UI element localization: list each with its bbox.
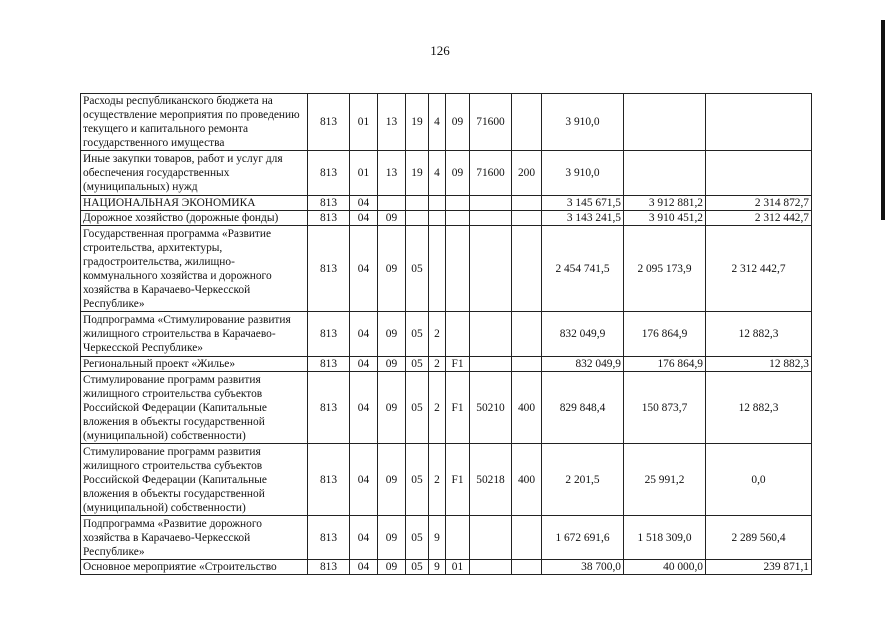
amount-year-1: 3 910,0 bbox=[542, 94, 624, 151]
code-subsection: 09 bbox=[378, 226, 406, 312]
code-program: 05 bbox=[406, 560, 429, 575]
code-measure: F1 bbox=[446, 357, 470, 372]
amount-year-2: 1 518 309,0 bbox=[624, 516, 706, 560]
code-expense-type: 400 bbox=[512, 372, 542, 444]
row-name: Государственная программа «Развитие строительства, архитектуры, градостроительства, жилищно-коммунального хозяйства и дорожного хозяйства в Карачаево-Черкесской Республике» bbox=[81, 226, 308, 312]
code-program: 05 bbox=[406, 226, 429, 312]
table-row bbox=[81, 372, 812, 444]
amount-year-3: 2 312 442,7 bbox=[706, 211, 812, 226]
code-subsection: 09 bbox=[378, 211, 406, 226]
code-subsection: 09 bbox=[378, 372, 406, 444]
row-name: Подпрограмма «Стимулирование развития жилищного строительства в Карачаево-Черкесской Республике» bbox=[81, 312, 308, 357]
row-name: НАЦИОНАЛЬНАЯ ЭКОНОМИКА bbox=[81, 196, 308, 211]
code-measure bbox=[446, 211, 470, 226]
code-direction bbox=[470, 196, 512, 211]
code-section: 04 bbox=[350, 196, 378, 211]
amount-year-3: 12 882,3 bbox=[706, 357, 812, 372]
amount-year-1: 2 454 741,5 bbox=[542, 226, 624, 312]
code-subsection: 09 bbox=[378, 357, 406, 372]
code-subprogram: 2 bbox=[429, 312, 446, 357]
row-name: Стимулирование программ развития жилищного строительства субъектов Российской Федерации (Капитальные вложения в объекты государственной (муниципальной) собственности) bbox=[81, 372, 308, 444]
scan-edge-mark bbox=[881, 20, 885, 220]
code-subprogram: 2 bbox=[429, 372, 446, 444]
code-expense-type bbox=[512, 560, 542, 575]
code-ministry: 813 bbox=[308, 357, 350, 372]
code-section: 04 bbox=[350, 372, 378, 444]
amount-year-1: 38 700,0 bbox=[542, 560, 624, 575]
code-direction: 71600 bbox=[470, 151, 512, 196]
code-ministry: 813 bbox=[308, 196, 350, 211]
code-section: 04 bbox=[350, 560, 378, 575]
code-section: 04 bbox=[350, 444, 378, 516]
code-measure: 09 bbox=[446, 94, 470, 151]
code-direction bbox=[470, 211, 512, 226]
amount-year-2: 40 000,0 bbox=[624, 560, 706, 575]
code-direction: 50218 bbox=[470, 444, 512, 516]
table-row bbox=[81, 560, 812, 575]
row-name: Иные закупки товаров, работ и услуг для обеспечения государственных (муниципальных) нужд bbox=[81, 151, 308, 196]
code-subprogram: 4 bbox=[429, 151, 446, 196]
code-subsection bbox=[378, 196, 406, 211]
amount-year-3 bbox=[706, 94, 812, 151]
code-direction bbox=[470, 560, 512, 575]
amount-year-2: 2 095 173,9 bbox=[624, 226, 706, 312]
code-section: 04 bbox=[350, 516, 378, 560]
code-subsection: 09 bbox=[378, 516, 406, 560]
amount-year-2: 3 910 451,2 bbox=[624, 211, 706, 226]
budget-table bbox=[80, 93, 812, 575]
amount-year-3: 2 312 442,7 bbox=[706, 226, 812, 312]
code-section: 01 bbox=[350, 151, 378, 196]
code-ministry: 813 bbox=[308, 372, 350, 444]
table-row bbox=[81, 226, 812, 312]
table-row bbox=[81, 516, 812, 560]
amount-year-3: 2 314 872,7 bbox=[706, 196, 812, 211]
code-direction bbox=[470, 312, 512, 357]
code-expense-type bbox=[512, 226, 542, 312]
code-ministry: 813 bbox=[308, 312, 350, 357]
row-name: Подпрограмма «Развитие дорожного хозяйства в Карачаево-Черкесской Республике» bbox=[81, 516, 308, 560]
row-name: Расходы республиканского бюджета на осуществление мероприятия по проведению текущего и капитального ремонта государственного имущества bbox=[81, 94, 308, 151]
amount-year-3: 0,0 bbox=[706, 444, 812, 516]
amount-year-3: 12 882,3 bbox=[706, 312, 812, 357]
code-subprogram bbox=[429, 226, 446, 312]
code-direction: 71600 bbox=[470, 94, 512, 151]
code-measure bbox=[446, 516, 470, 560]
code-measure bbox=[446, 196, 470, 211]
amount-year-2: 176 864,9 bbox=[624, 312, 706, 357]
code-ministry: 813 bbox=[308, 226, 350, 312]
code-ministry: 813 bbox=[308, 516, 350, 560]
code-subsection: 09 bbox=[378, 312, 406, 357]
page-number: 126 bbox=[430, 43, 450, 58]
code-program: 05 bbox=[406, 516, 429, 560]
code-direction bbox=[470, 516, 512, 560]
code-expense-type bbox=[512, 196, 542, 211]
amount-year-2: 25 991,2 bbox=[624, 444, 706, 516]
row-name: Дорожное хозяйство (дорожные фонды) bbox=[81, 211, 308, 226]
code-program: 05 bbox=[406, 444, 429, 516]
amount-year-2: 3 912 881,2 bbox=[624, 196, 706, 211]
code-subsection: 13 bbox=[378, 94, 406, 151]
code-direction bbox=[470, 226, 512, 312]
code-subprogram: 4 bbox=[429, 94, 446, 151]
table-row bbox=[81, 211, 812, 226]
amount-year-2 bbox=[624, 94, 706, 151]
amount-year-2: 176 864,9 bbox=[624, 357, 706, 372]
code-section: 04 bbox=[350, 211, 378, 226]
code-section: 04 bbox=[350, 357, 378, 372]
code-ministry: 813 bbox=[308, 560, 350, 575]
code-ministry: 813 bbox=[308, 94, 350, 151]
code-direction: 50210 bbox=[470, 372, 512, 444]
code-expense-type bbox=[512, 211, 542, 226]
code-subprogram: 2 bbox=[429, 357, 446, 372]
code-section: 04 bbox=[350, 312, 378, 357]
amount-year-2 bbox=[624, 151, 706, 196]
code-expense-type: 400 bbox=[512, 444, 542, 516]
amount-year-3: 12 882,3 bbox=[706, 372, 812, 444]
code-program: 05 bbox=[406, 357, 429, 372]
code-program: 05 bbox=[406, 312, 429, 357]
code-expense-type bbox=[512, 94, 542, 151]
code-measure: F1 bbox=[446, 444, 470, 516]
code-program: 19 bbox=[406, 94, 429, 151]
code-expense-type bbox=[512, 516, 542, 560]
table-row bbox=[81, 312, 812, 357]
row-name: Стимулирование программ развития жилищного строительства субъектов Российской Федерации (Капитальные вложения в объекты государственной (муниципальной) собственности) bbox=[81, 444, 308, 516]
row-name: Основное мероприятие «Строительство bbox=[81, 560, 308, 575]
code-subprogram: 2 bbox=[429, 444, 446, 516]
code-program: 05 bbox=[406, 372, 429, 444]
code-measure bbox=[446, 312, 470, 357]
code-subprogram: 9 bbox=[429, 516, 446, 560]
code-program: 19 bbox=[406, 151, 429, 196]
amount-year-1: 832 049,9 bbox=[542, 357, 624, 372]
code-ministry: 813 bbox=[308, 444, 350, 516]
code-section: 01 bbox=[350, 94, 378, 151]
amount-year-2: 150 873,7 bbox=[624, 372, 706, 444]
code-program bbox=[406, 211, 429, 226]
amount-year-1: 3 145 671,5 bbox=[542, 196, 624, 211]
code-subprogram bbox=[429, 211, 446, 226]
code-expense-type bbox=[512, 312, 542, 357]
code-expense-type bbox=[512, 357, 542, 372]
code-subsection: 13 bbox=[378, 151, 406, 196]
code-ministry: 813 bbox=[308, 151, 350, 196]
code-measure bbox=[446, 226, 470, 312]
code-subsection: 09 bbox=[378, 444, 406, 516]
code-measure: F1 bbox=[446, 372, 470, 444]
code-measure: 01 bbox=[446, 560, 470, 575]
amount-year-1: 3 143 241,5 bbox=[542, 211, 624, 226]
code-subsection: 09 bbox=[378, 560, 406, 575]
table-row bbox=[81, 151, 812, 196]
code-expense-type: 200 bbox=[512, 151, 542, 196]
amount-year-1: 1 672 691,6 bbox=[542, 516, 624, 560]
table-row bbox=[81, 196, 812, 211]
amount-year-1: 829 848,4 bbox=[542, 372, 624, 444]
row-name: Региональный проект «Жилье» bbox=[81, 357, 308, 372]
amount-year-1: 2 201,5 bbox=[542, 444, 624, 516]
code-program bbox=[406, 196, 429, 211]
amount-year-1: 832 049,9 bbox=[542, 312, 624, 357]
code-section: 04 bbox=[350, 226, 378, 312]
code-ministry: 813 bbox=[308, 211, 350, 226]
code-direction bbox=[470, 357, 512, 372]
code-subprogram: 9 bbox=[429, 560, 446, 575]
amount-year-3: 239 871,1 bbox=[706, 560, 812, 575]
amount-year-1: 3 910,0 bbox=[542, 151, 624, 196]
table-row bbox=[81, 94, 812, 151]
code-subprogram bbox=[429, 196, 446, 211]
amount-year-3 bbox=[706, 151, 812, 196]
code-measure: 09 bbox=[446, 151, 470, 196]
amount-year-3: 2 289 560,4 bbox=[706, 516, 812, 560]
table-row bbox=[81, 444, 812, 516]
table-row bbox=[81, 357, 812, 372]
